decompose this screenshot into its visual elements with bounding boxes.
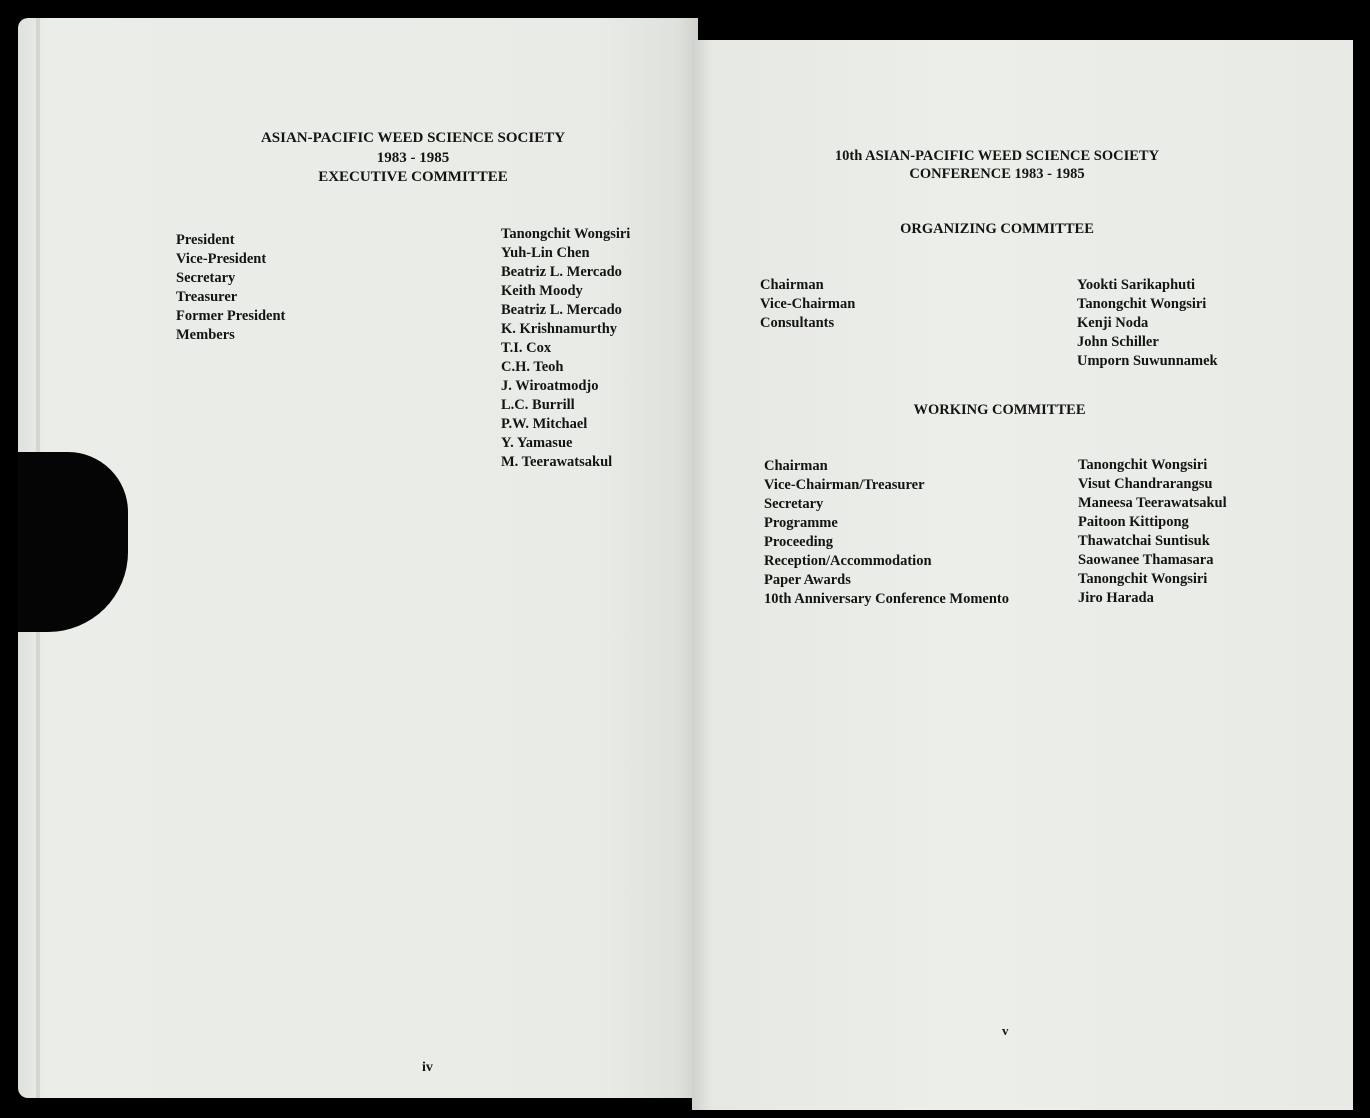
role-item: Consultants — [760, 315, 835, 331]
name-item: Tanongchit Wongsiri — [1077, 296, 1207, 312]
role-item: Secretary — [176, 270, 236, 286]
role-item: Former President — [176, 308, 286, 324]
name-item: Keith Moody — [501, 283, 583, 299]
name-item: Paitoon Kittipong — [1078, 514, 1189, 530]
name-item: K. Krishnamurthy — [501, 321, 618, 337]
name-item: Visut Chandrarangsu — [1078, 476, 1213, 492]
role-item: Chairman — [764, 458, 828, 474]
name-item: Umporn Suwunnamek — [1077, 353, 1218, 369]
name-item: Jiro Harada — [1078, 590, 1154, 606]
role-item: Secretary — [764, 496, 824, 512]
exec-names-list — [501, 225, 630, 472]
working-heading: WORKING COMMITTEE — [913, 402, 1086, 418]
name-item: Beatriz L. Mercado — [501, 302, 622, 318]
role-item: Paper Awards — [764, 572, 851, 588]
role-item: President — [176, 232, 235, 248]
role-item: Proceeding — [764, 534, 833, 550]
right-page — [692, 40, 1353, 1110]
name-item: John Schiller — [1077, 334, 1159, 350]
name-item: Saowanee Thamasara — [1078, 552, 1214, 568]
name-item: Tanongchit Wongsiri — [1078, 457, 1208, 473]
name-item: Kenji Noda — [1077, 315, 1149, 331]
working-names-list — [1078, 456, 1227, 608]
name-item: J. Wiroatmodjo — [501, 378, 599, 394]
conference-title-line1: 10th ASIAN-PACIFIC WEED SCIENCE SOCIETY — [834, 148, 1160, 164]
role-item: Vice-Chairman/Treasurer — [764, 477, 925, 493]
page-number-right: v — [1002, 1023, 1009, 1038]
exec-title-line2: 1983 - 1985 — [376, 150, 450, 166]
thumb-shadow — [18, 452, 128, 632]
role-item: Members — [176, 327, 235, 343]
name-item: Tanongchit Wongsiri — [1078, 571, 1208, 587]
exec-title-line3: EXECUTIVE COMMITTEE — [318, 169, 508, 185]
conference-title-line2: CONFERENCE 1983 - 1985 — [909, 166, 1085, 182]
name-item: Beatriz L. Mercado — [501, 264, 622, 280]
organizing-roles-list — [760, 276, 855, 333]
name-item: Yookti Sarikaphuti — [1077, 277, 1196, 293]
working-roles-list — [764, 457, 1009, 609]
exec-roles-list — [176, 231, 285, 345]
role-item: Chairman — [760, 277, 824, 293]
left-page — [18, 18, 698, 1098]
name-item: Thawatchai Suntisuk — [1078, 533, 1210, 549]
role-item: Programme — [764, 515, 838, 531]
role-item: Vice-Chairman — [760, 296, 856, 312]
name-item: Y. Yamasue — [501, 435, 573, 451]
organizing-names-list — [1077, 276, 1218, 371]
name-item: C.H. Teoh — [501, 359, 564, 375]
name-item: P.W. Mitchael — [501, 416, 588, 432]
role-item: Reception/Accommodation — [764, 553, 932, 569]
exec-title-line1: ASIAN-PACIFIC WEED SCIENCE SOCIETY — [260, 130, 566, 146]
role-item: Treasurer — [176, 289, 238, 305]
name-item: Yuh-Lin Chen — [501, 245, 590, 261]
role-item: Vice-President — [176, 251, 267, 267]
name-item: Maneesa Teerawatsakul — [1078, 495, 1227, 511]
name-item: L.C. Burrill — [501, 397, 575, 413]
role-item: 10th Anniversary Conference Momento — [764, 591, 1009, 607]
page-number-left: iv — [422, 1060, 433, 1075]
organizing-heading: ORGANIZING COMMITTEE — [900, 221, 1094, 237]
name-item: M. Teerawatsakul — [501, 454, 613, 470]
name-item: Tanongchit Wongsiri — [501, 226, 631, 242]
name-item: T.I. Cox — [501, 340, 552, 356]
